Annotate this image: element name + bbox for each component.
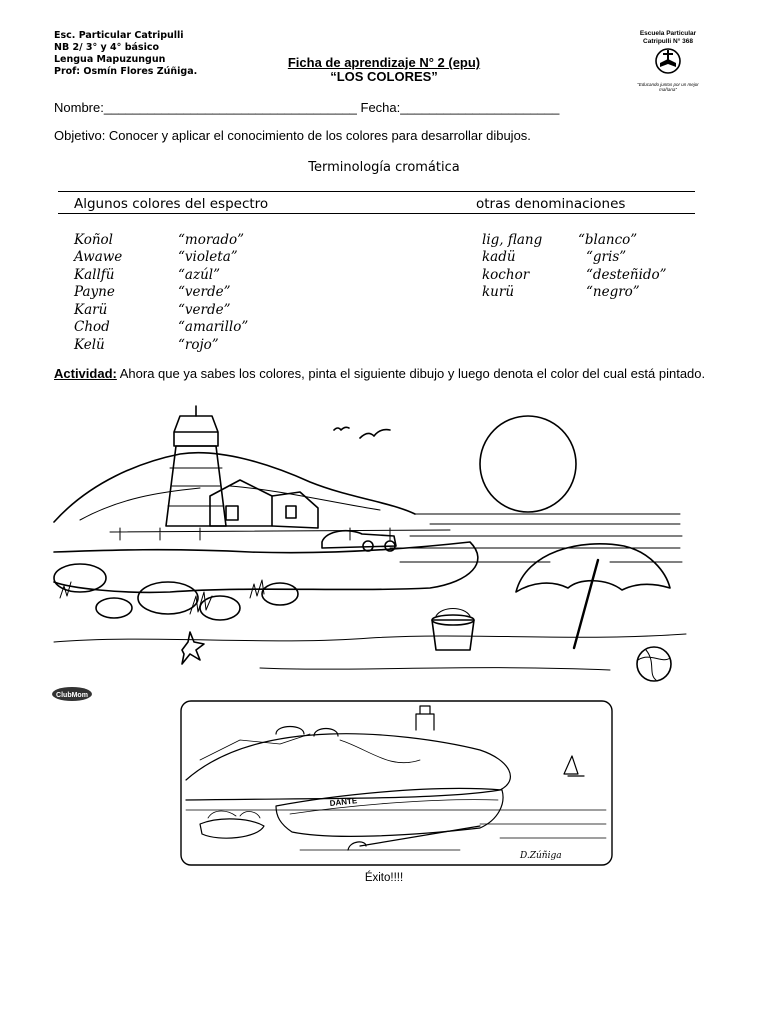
other-meaning: “negro” — [586, 284, 640, 300]
activity-text: Ahora que ya sabes los colores, pinta el siguiente dibujo y luego denota el color del cual está pintado. — [116, 366, 706, 381]
logo-motto: “Educando juntos por un mejor mañana” — [637, 82, 699, 92]
boat-name: DANTE — [329, 796, 358, 808]
building — [416, 706, 434, 730]
oar — [348, 826, 480, 850]
color-meaning: “rojo” — [178, 337, 219, 353]
activity-instructions — [54, 366, 711, 381]
spectrum-header: Algunos colores del espectro — [74, 196, 269, 212]
sun-circle — [480, 416, 576, 512]
other-meaning: “gris” — [586, 249, 627, 265]
boat-coloring-drawing — [180, 700, 613, 866]
school-crest-icon — [648, 46, 688, 76]
title-line: Ficha de aprendizaje N° 2 (epu) — [287, 55, 481, 70]
logo-text: Escuela Particular Catripulli N° 368 — [639, 30, 697, 45]
school-line: Lengua Mapuzungun — [54, 54, 166, 65]
other-word: lig, flang — [482, 232, 543, 248]
color-meaning: “verde” — [178, 284, 231, 300]
color-word: Awawe — [74, 249, 123, 265]
lighthouse-lantern — [174, 416, 218, 446]
name-date-line: Nombre:___________________________________ Fecha:______________________ — [54, 100, 560, 115]
terminology-title: Terminología cromática — [308, 160, 460, 175]
sea-lines — [390, 514, 682, 562]
divider-top — [58, 191, 695, 192]
school-line: NB 2/ 3° y 4° básico — [54, 42, 160, 53]
water-lines — [186, 810, 606, 850]
umbrella-pole — [574, 560, 598, 648]
color-meaning: “morado” — [178, 232, 245, 248]
beach-coloring-drawing — [50, 402, 690, 702]
school-logo — [628, 30, 708, 90]
artist-signature: D.Zúñiga — [520, 851, 562, 861]
cliff-outline — [186, 734, 510, 800]
svg-text:ClubMom: ClubMom — [56, 692, 88, 699]
rock — [262, 583, 298, 605]
color-meaning: “amarillo” — [178, 319, 249, 335]
other-names-header: otras denominaciones — [476, 196, 626, 212]
rock — [138, 582, 198, 614]
school-line: Esc. Particular Catripulli — [54, 30, 184, 41]
umbrella-canopy — [516, 544, 670, 592]
subtitle-line: “LOS COLORES” — [330, 69, 438, 84]
boat-hull — [276, 788, 503, 836]
color-meaning: “verde” — [178, 302, 231, 318]
island-edge — [54, 542, 478, 592]
other-meaning: “desteñido” — [586, 267, 667, 283]
clubmom-logo — [52, 687, 92, 701]
hill-outline — [54, 453, 415, 522]
grass — [60, 580, 264, 614]
rock — [96, 598, 132, 618]
color-word: Koñol — [74, 232, 113, 248]
other-word: kurü — [482, 284, 515, 300]
bird-icon — [360, 430, 390, 438]
color-word: Payne — [74, 284, 115, 300]
beach-ball — [637, 647, 671, 681]
starfish — [182, 632, 204, 664]
color-meaning: “violeta” — [178, 249, 238, 265]
fence — [110, 528, 450, 540]
bird-icon — [334, 427, 349, 430]
rowboat — [200, 819, 264, 838]
other-word: kochor — [482, 267, 530, 283]
closing-text: Éxito!!!! — [364, 872, 404, 884]
color-meaning: “azúl” — [178, 267, 220, 283]
objective-text: Objetivo: Conocer y aplicar el conocimiento de los colores para desarrollar dibujos. — [54, 128, 531, 143]
activity-label: Actividad: — [54, 366, 117, 381]
shoreline — [54, 634, 686, 642]
color-word: Kallfü — [74, 267, 115, 283]
color-word: Chod — [74, 319, 110, 335]
other-word: kadü — [482, 249, 516, 265]
color-word: Karü — [74, 302, 108, 318]
school-line: Prof: Osmín Flores Zúñiga. — [54, 66, 198, 77]
sailboat — [564, 756, 584, 776]
color-word: Kelü — [74, 337, 105, 353]
divider-bottom — [58, 213, 695, 214]
other-meaning: “blanco” — [578, 232, 638, 248]
